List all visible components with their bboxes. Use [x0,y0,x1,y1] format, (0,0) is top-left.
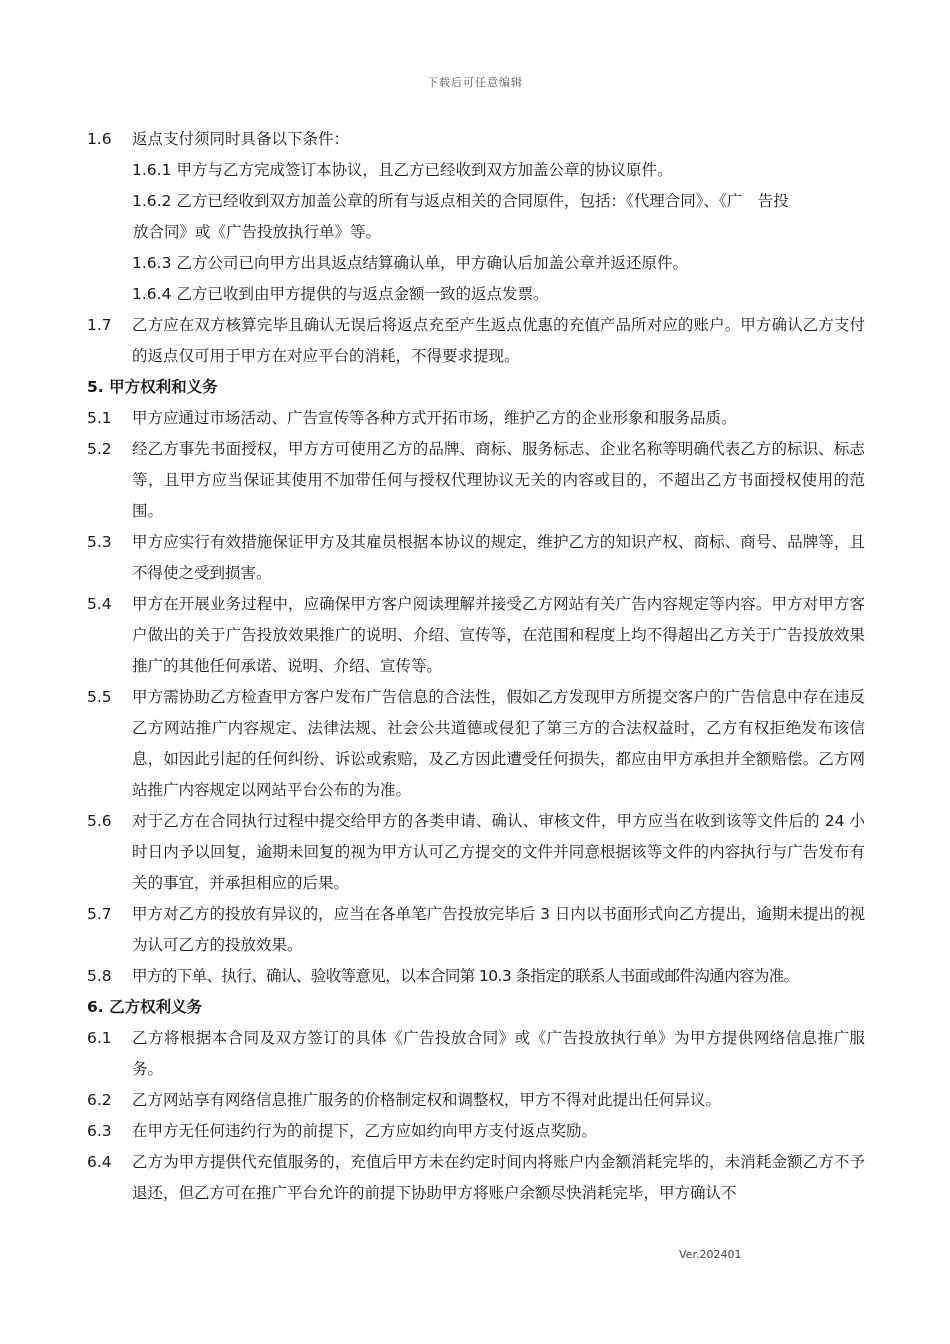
clause-text: 在甲方无任何违约行为的前提下，乙方应如约向甲方支付返点奖励。 [132,1122,598,1140]
clause-number: 6.2 [87,1091,112,1109]
clause-text: 甲方在开展业务过程中，应确保甲方客户阅读理解并接受乙方网站有关广告内容规定等内容。甲方对甲方客户做出的关于广告投放效果推广的说明、介绍、宣传等，在范围和程度上均不得超出乙方关于广告投放效果推广的其他任何承诺、说明、介绍、宣传等。 [132,595,865,675]
clause-text: 返点支付须同时具备以下条件： [132,130,350,148]
clause-1-7 [87,310,865,372]
clause-5-1 [87,403,865,434]
document-body [87,124,865,1209]
clause-text: 乙方将根据本合同及双方签订的具体《广告投放合同》或《广告投放执行单》为甲方提供网络信息推广服务。 [132,1029,865,1078]
clause-1-6-2-continuation: 放合同》或《广告投放执行单》等。 [133,223,382,241]
clause-number: 5.4 [87,595,112,613]
clause-text: 乙方网站享有网络信息推广服务的价格制定权和调整权，甲方不得对此提出任何异议。 [132,1091,722,1109]
clause-text: 甲方应实行有效措施保证甲方及其雇员根据本协议的规定，维护乙方的知识产权、商标、商号、品牌等，且不得使之受到损害。 [132,533,865,582]
clause-number: 5.6 [87,812,112,830]
clause-6-2 [87,1085,865,1116]
version-footer: Ver.202401 [679,1248,742,1261]
page-header: 下载后可任意编辑 [427,76,523,89]
clause-number: 5.1 [87,409,112,427]
clause-5-8 [87,961,865,992]
clause-1-6-4 [87,279,865,310]
clause-text: 甲方与乙方完成签订本协议，且乙方已经收到双方加盖公章的协议原件。 [176,161,673,179]
clause-5-2 [87,434,865,527]
clause-text: 经乙方事先书面授权，甲方方可使用乙方的品牌、商标、服务标志、企业名称等明确代表乙方的标识、标志等，且甲方应当保证其使用不加带任何与授权代理协议无关的内容或目的，不超出乙方书面授权使用的范围。 [132,440,865,520]
section-heading-6: 6. 乙方权利义务 [87,998,203,1016]
clause-number: 6.1 [87,1029,112,1047]
clause-number: 5.3 [87,533,112,551]
clause-text: 乙方公司已向甲方出具返点结算确认单，甲方确认后加盖公章并返还原件。 [176,254,688,272]
clause-number: 5.8 [87,967,112,985]
clause-number: 5.7 [87,905,112,923]
clause-number: 6.4 [87,1153,112,1171]
clause-number: 6.3 [87,1122,112,1140]
clause-5-3 [87,527,865,589]
clause-6-1 [87,1023,865,1085]
clause-number: 1.6 [87,130,112,148]
clause-number: 5.2 [87,440,112,458]
clause-5-6 [87,806,865,899]
section-heading-5: 5. 甲方权利和义务 [87,378,218,396]
clause-6-4 [87,1147,865,1209]
clause-1-6 [87,124,865,155]
clause-5-7 [87,899,865,961]
clause-number: 1.6.2 [132,192,172,210]
clause-text: 甲方的下单、执行、确认、验收等意见，以本合同第 10.3 条指定的联系人书面或邮件沟通内容为准。 [132,967,799,985]
clause-number: 1.6.1 [132,161,172,179]
clause-5-4 [87,589,865,682]
clause-text: 乙方应在双方核算完毕且确认无误后将返点充至产生返点优惠的充值产品所对应的账户。甲方确认乙方支付的返点仅可用于甲方在对应平台的消耗，不得要求提现。 [132,316,865,365]
clause-1-6-3 [87,248,865,279]
clause-text: 甲方应通过市场活动、广告宣传等各种方式开拓市场，维护乙方的企业形象和服务品质。 [132,409,737,427]
clause-text: 乙方已收到由甲方提供的与返点金额一致的返点发票。 [176,285,549,303]
clause-text: 甲方对乙方的投放有异议的，应当在各单笔广告投放完毕后 3 日内以书面形式向乙方提出，逾期未提出的视为认可乙方的投放效果。 [132,905,865,954]
clause-number: 1.7 [87,316,112,334]
clause-1-6-2 [87,186,865,217]
clause-5-5 [87,682,865,806]
clause-text: 乙方已经收到双方加盖公章的所有与返点相关的合同原件，包括：《代理合同》、《广 告投 [176,192,789,210]
clause-number: 1.6.3 [132,254,172,272]
clause-number: 5.5 [87,688,112,706]
clause-text: 乙方为甲方提供代充值服务的，充值后甲方未在约定时间内将账户内金额消耗完毕的，未消耗金额乙方不予退还，但乙方可在推广平台允许的前提下协助甲方将账户余额尽快消耗完毕，甲方确认不 [132,1153,865,1202]
clause-number: 1.6.4 [132,285,172,303]
clause-text: 对于乙方在合同执行过程中提交给甲方的各类申请、确认、审核文件，甲方应当在收到该等文件后的 24 小时日内予以回复，逾期未回复的视为甲方认可乙方提交的文件并同意根据该等文件的内容执行与广告发布有关的事宜，并承担相应的后果。 [132,812,865,892]
clause-1-6-1 [87,155,865,186]
clause-text: 甲方需协助乙方检查甲方客户发布广告信息的合法性，假如乙方发现甲方所提交客户的广告信息中存在违反乙方网站推广内容规定、法律法规、社会公共道德或侵犯了第三方的合法权益时，乙方有权拒绝发布该信息，如因此引起的任何纠纷、诉讼或索赔，及乙方因此遭受任何损失，都应由甲方承担并全额赔偿。乙方网站推广内容规定以网站平台公布的为准。 [132,688,865,799]
clause-6-3 [87,1116,865,1147]
